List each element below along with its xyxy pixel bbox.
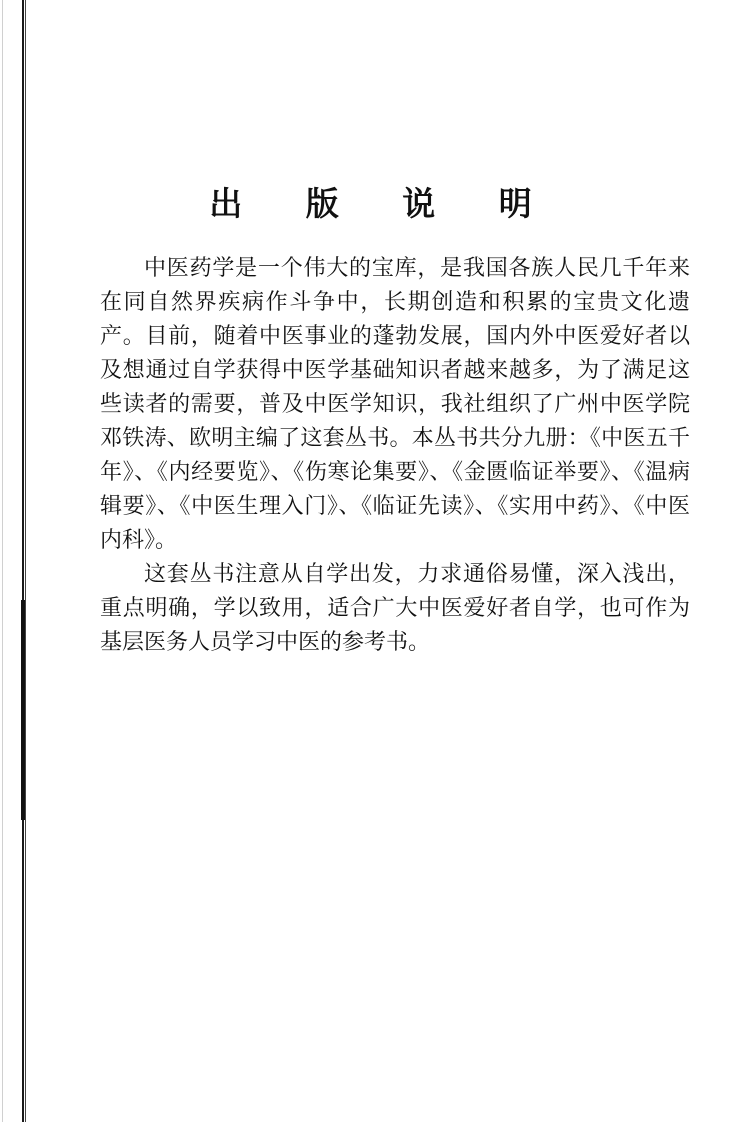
binding-edge: [0, 0, 28, 1122]
page-title: 出 版 说 明: [209, 184, 558, 223]
paragraph-intro: 中医药学是一个伟大的宝库，是我国各族人民几千年来在同自然界疾病作斗争中，长期创造和积累的宝贵文化遗产。目前，随着中医事业的蓬勃发展，国内外中医爱好者以及想通过自学获得中医学基础知识者越来越多，为了满足这些读者的需要，普及中医学知识，我社组织了广州中医学院邓铁涛、欧明主编了这套丛书。本丛书共分九册：《中医五千年》、《内经要览》、《伤寒论集要》、《金匮临证举要》、《温病辑要》、《中医生理入门》、《临证先读》、《实用中药》、《中医内科》。: [100, 256, 690, 553]
paragraph-purpose: 这套丛书注意从自学出发，力求通俗易懂，深入浅出，重点明确，学以致用，适合广大中医爱好者自学，也可作为基层医务人员学习中医的参考书。: [100, 562, 690, 655]
body-text: [100, 252, 690, 660]
